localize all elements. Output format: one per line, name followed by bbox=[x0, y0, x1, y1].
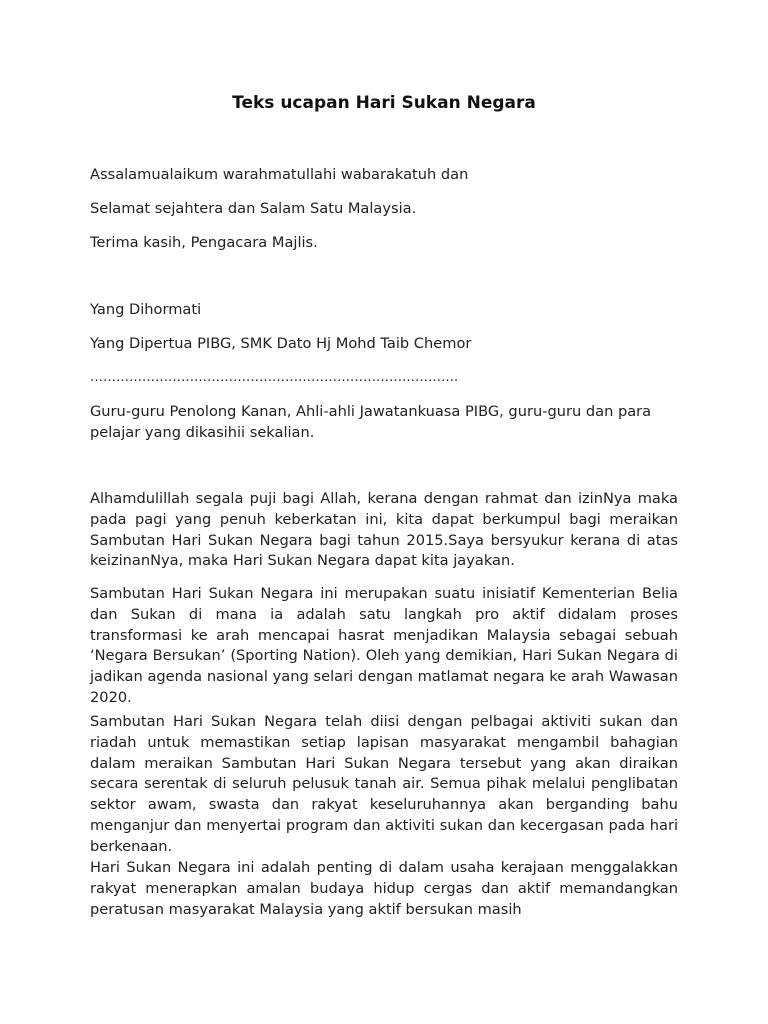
greeting-line-1: Assalamualaikum warahmatullahi wabarakatuh dan bbox=[90, 166, 469, 183]
paragraph-1: Alhamdulillah segala puji bagi Allah, kerana dengan rahmat dan izinNya maka pada pagi yang penuh keberkatan ini, kita dapat berkumpul bagi meraikan Sambutan Hari Sukan Negara bagi tahun 2015.Saya bersyukur kerana di atas keizinanNya, maka Hari Sukan Negara dapat kita jayakan. bbox=[90, 490, 678, 570]
greeting-line-3: Terima kasih, Pengacara Majlis. bbox=[90, 234, 318, 251]
respected-dots: …………………………………………………………………………. bbox=[90, 370, 459, 385]
paragraph-4: Hari Sukan Negara ini adalah penting di dalam usaha kerajaan menggalakkan rakyat menerapkan amalan budaya hidup cergas dan aktif memandangkan peratusan masyarakat Malaysia yang aktif bersukan masih bbox=[90, 859, 678, 918]
document-title: Teks ucapan Hari Sukan Negara bbox=[232, 93, 536, 113]
paragraph-3: Sambutan Hari Sukan Negara telah diisi dengan pelbagai aktiviti sukan dan riadah untuk memastikan setiap lapisan masyarakat mengambil bahagian dalam meraikan Sambutan Hari Sukan Negara tersebut yang akan diraikan secara serentak di seluruh pelusuk tanah air. Semua pihak melalui penglibatan sektor awam, swasta dan rakyat keseluruhannya akan berganding bahu menganjur dan menyertai program dan aktiviti sukan dan kecergasan pada hari berkenaan. bbox=[90, 713, 678, 855]
greeting-line-2: Selamat sejahtera dan Salam Satu Malaysia. bbox=[90, 200, 417, 217]
paragraph-2: Sambutan Hari Sukan Negara ini merupakan suatu inisiatif Kementerian Belia dan Sukan di mana ia adalah satu langkah pro aktif didalam proses transformasi ke arah mencapai hasrat menjadikan Malaysia sebagai sebuah ‘Negara Bersukan’ (Sporting Nation). Oleh yang demikian, Hari Sukan Negara di jadikan agenda nasional yang selari dengan matlamat negara ke arah Wawasan 2020. bbox=[90, 585, 678, 706]
respected-line-2: Guru-guru Penolong Kanan, Ahli-ahli Jawatankuasa PIBG, guru-guru dan para pelajar yang dikasihii sekalian. bbox=[90, 403, 652, 441]
respected-line-1: Yang Dipertua PIBG, SMK Dato Hj Mohd Taib Chemor bbox=[90, 335, 472, 352]
respected-heading: Yang Dihormati bbox=[90, 301, 202, 318]
